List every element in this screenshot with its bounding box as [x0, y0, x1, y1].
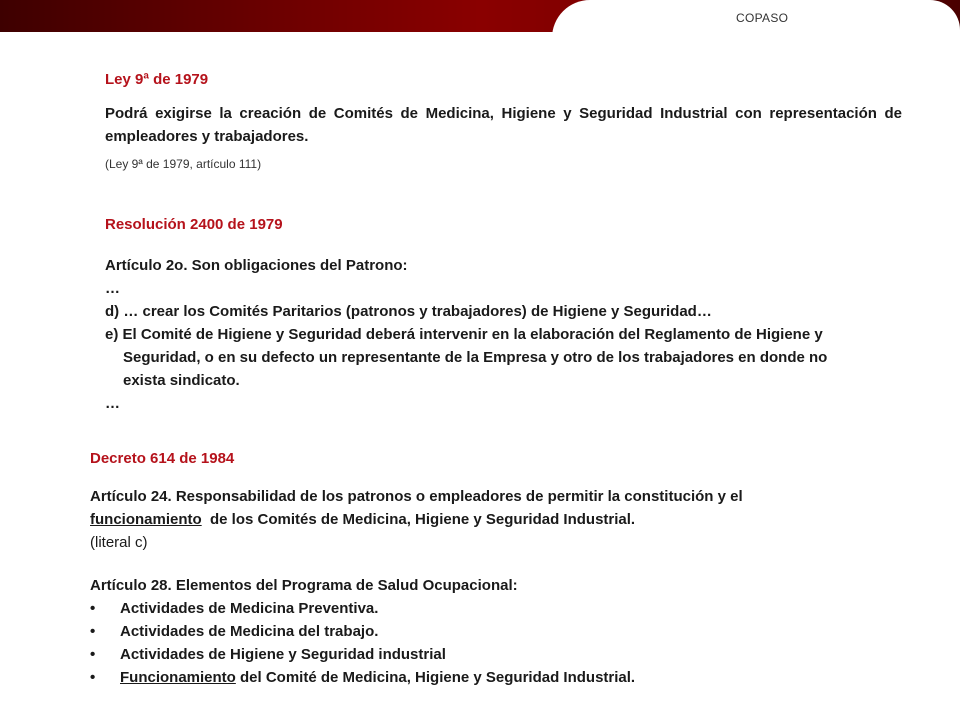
- bullet-text: [120, 666, 635, 689]
- art28-bullet-2: [90, 620, 910, 643]
- bullet-dot: •: [90, 669, 96, 686]
- bullet-dot: •: [90, 623, 96, 640]
- art24-underlined-word: funcionamiento: [90, 511, 202, 528]
- art28-title: Artículo 28. Elementos del Programa de Salud Ocupacional:: [90, 577, 518, 594]
- res2400-line-d: d) … crear los Comités Paritarios (patronos y trabajadores) de Higiene y Seguridad…: [105, 303, 712, 320]
- res2400-line-e2: Seguridad, o en su defecto un representante de la Empresa y otro de los trabajadores en donde no: [123, 349, 828, 366]
- bullet-text-rest: del Comité de Medicina, Higiene y Seguridad Industrial.: [235, 669, 636, 686]
- ley9-body: Podrá exigirse la creación de Comités de Medicina, Higiene y Seguridad Industrial con representación de empleadores y trabajadores.: [105, 105, 902, 145]
- res2400-line-e3: exista sindicato.: [123, 372, 240, 389]
- bullet-text: Actividades de Medicina Preventiva.: [120, 600, 379, 617]
- art24-line1: Artículo 24. Responsabilidad de los patronos o empleadores de permitir la constitución y el: [90, 488, 743, 505]
- ley9-title: Ley 9ª de 1979: [105, 71, 209, 88]
- art24-literal: (literal c): [90, 534, 148, 551]
- art28-bullet-3: [90, 643, 910, 666]
- decreto614-art28: [90, 574, 910, 689]
- res2400-line-e1: e) El Comité de Higiene y Seguridad deberá intervenir en la elaboración del Reglamento de Higiene y: [105, 326, 823, 343]
- art24-line2-rest: de los Comités de Medicina, Higiene y Seguridad Industrial.: [201, 511, 636, 528]
- art24-line2: [90, 508, 910, 531]
- res2400-line-ellipsis-1: …: [105, 280, 120, 297]
- res2400-title: Resolución 2400 de 1979: [105, 216, 283, 233]
- bullet-text: Actividades de Higiene y Seguridad industrial: [120, 646, 446, 663]
- art28-bullet-1: [90, 597, 910, 620]
- bullet-dot: •: [90, 600, 96, 617]
- res2400-line-art2: Artículo 2o. Son obligaciones del Patrono:: [105, 257, 408, 274]
- decreto614-art24: [90, 485, 910, 554]
- bullet-text: Actividades de Medicina del trabajo.: [120, 623, 379, 640]
- header-tab-label: COPASO: [736, 11, 789, 25]
- res2400-line-ellipsis-2: …: [105, 395, 120, 412]
- art28-bullet-4: [90, 666, 910, 689]
- bullet-underlined-word: Funcionamiento: [120, 669, 236, 686]
- ley9-citation: (Ley 9ª de 1979, artículo 111): [105, 157, 262, 171]
- decreto614-title: Decreto 614 de 1984: [90, 450, 235, 467]
- res2400-block: [105, 254, 905, 415]
- bullet-dot: •: [90, 646, 96, 663]
